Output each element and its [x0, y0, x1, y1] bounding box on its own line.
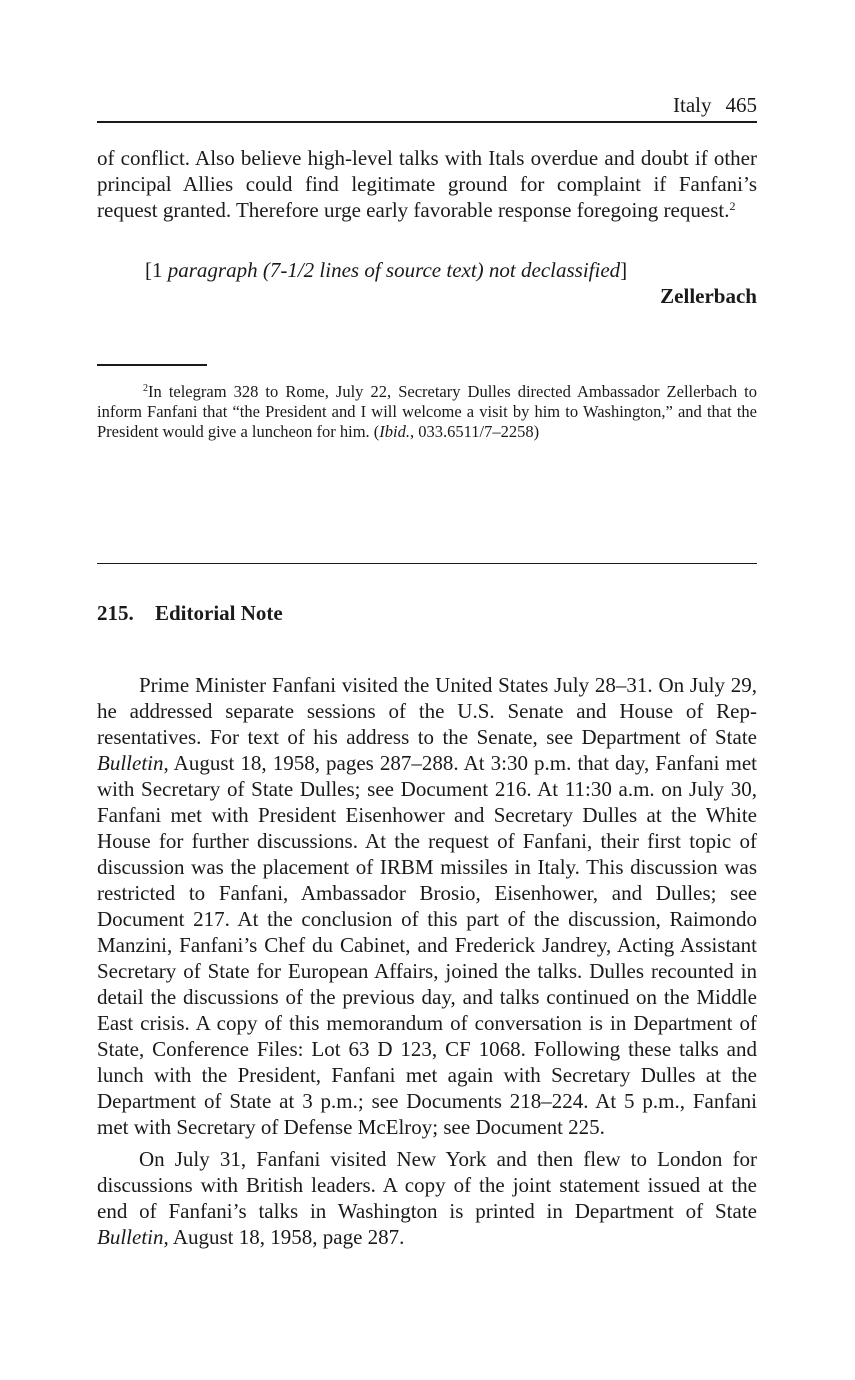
signature: Zellerbach — [660, 284, 757, 308]
bulletin-title: Bulletin — [97, 1225, 164, 1249]
section-heading — [97, 600, 757, 626]
footnote-ibid: Ibid. — [379, 422, 410, 441]
section-title: Editorial Note — [155, 601, 283, 625]
running-title: Italy — [673, 93, 712, 117]
section-rule — [97, 563, 757, 564]
paragraph — [97, 672, 757, 1140]
paragraph-text: , August 18, 1958, pages 287–288. At 3:30 p.m. that day, Fanfani met with Secretary of State Dulles; see Document 216. At 11:30 a.m. on July 30, Fanfani met with President Eisenhower and Secretary Dulles at the White House for further discussions. At the request of Fanfani, their first topic of discussion was the placement of IRBM missiles in Italy. This discussion was restricted to Fanfani, Ambassador Brosio, Eisenhower, and Dulles; see Document 217. At the conclusion of this part of the discussion, Raimondo Manzini, Fanfani’s Chef du Cabinet, and Frederick Jandrey, Acting Assistant Secretary of State for European Affairs, joined the talks. Dulles recounted in detail the discussions of the previous day, and talks continued on the Middle East crisis. A copy of this memorandum of conversation is in Department of State, Conference Files: Lot 63 D 123, CF 1068. Following these talks and lunch with the President, Fanfani met again with Secretary Dulles at the Department of State at 3 p.m.; see Documents 218–224. At 5 p.m., Fanfani met with Secretary of Defense McElroy; see Document 225. — [97, 751, 757, 1139]
bulletin-title: Bulletin — [97, 751, 164, 775]
not-declassified-open: [1 — [145, 258, 163, 282]
paragraph-text: On July 31, Fanfani visited New York and then flew to London for discussions with British leaders. A copy of the joint statement issued at the end of Fanfani’s talks in Washington is printed in Department of State — [97, 1147, 757, 1223]
footnote — [97, 382, 757, 442]
paragraph — [97, 1146, 757, 1250]
section-number: 215. — [97, 601, 134, 625]
footnote-rule — [97, 364, 207, 366]
footnote-text-end: , 033.6511/7–2258) — [410, 422, 540, 441]
footnote-marker: 2 — [143, 383, 148, 394]
running-header — [97, 92, 757, 118]
not-declassified-note — [145, 257, 757, 283]
paragraph-text: Prime Minister Fanfani visited the United States July 28–31. On July 29, he addressed separate sessions of the U.S. Senate and House of Representatives. For text of his address to the Senate, see Department of State — [97, 673, 757, 749]
footnote-reference: 2 — [729, 199, 736, 213]
not-declassified-close: ] — [620, 258, 628, 282]
continuation-paragraph — [97, 145, 757, 223]
paragraph-text: , August 18, 1958, page 287. — [163, 1225, 405, 1249]
not-declassified-italic: paragraph (7-1/2 lines of source text) not declassified — [167, 258, 621, 282]
page-number: 465 — [725, 93, 757, 117]
editorial-note-body — [97, 672, 757, 1256]
footnote-text: In telegram 328 to Rome, July 22, Secretary Dulles directed Ambassador Zellerbach to inform Fanfani that “the President and I will welcome a visit by him to Washington,” and that the President would give a luncheon for him. ( — [97, 382, 757, 441]
continuation-text: of conflict. Also believe high-level talks with Itals overdue and doubt if other principal Allies could find legitimate ground for complaint if Fanfani’s request granted. Therefore urge early favorable response foregoing request. — [97, 146, 757, 222]
header-rule — [97, 121, 757, 123]
